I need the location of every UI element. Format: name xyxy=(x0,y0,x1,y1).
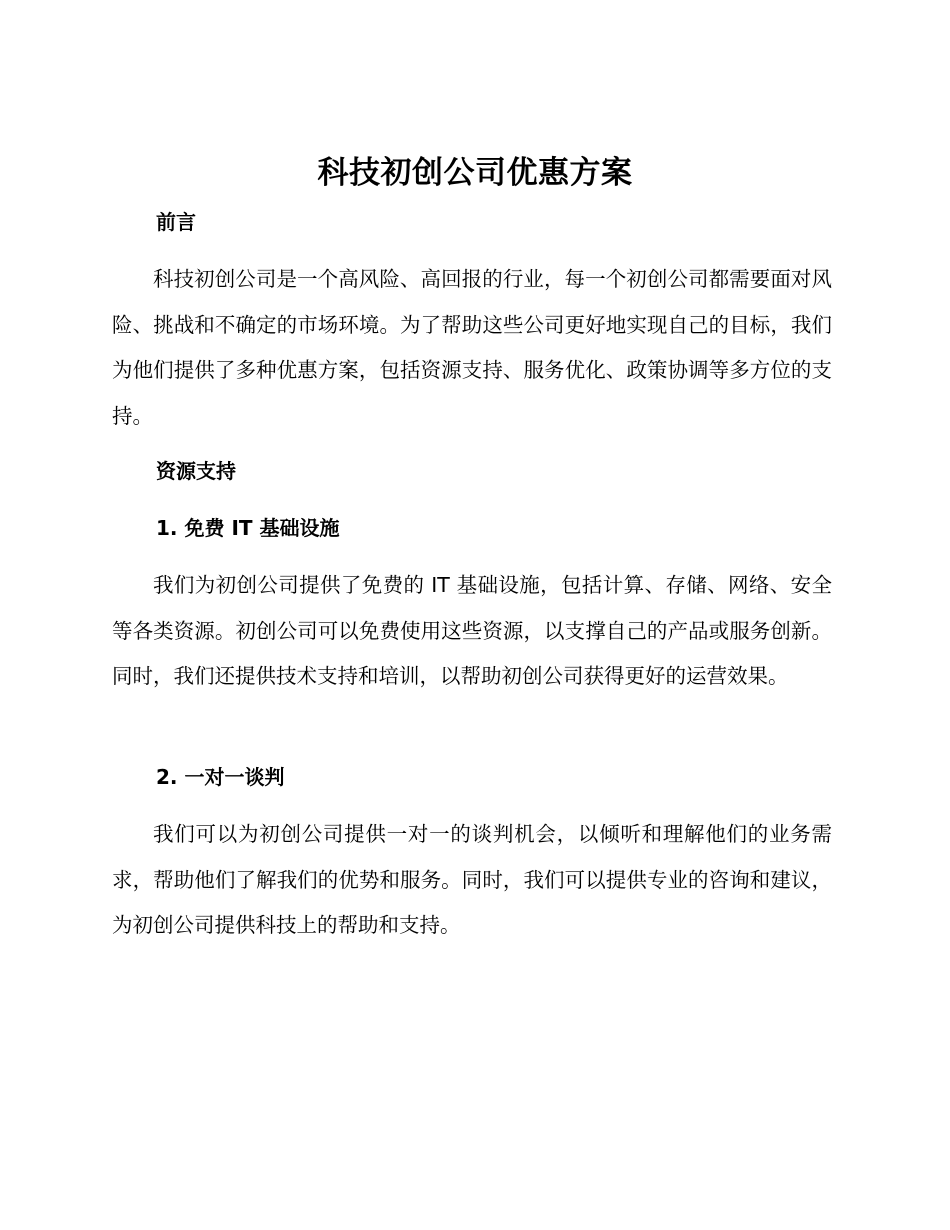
document-title: 科技初创公司优惠方案 xyxy=(317,155,633,191)
paragraph-free-it: 我们为初创公司提供了免费的 IT 基础设施，包括计算、存储、网络、安全等各类资源。初创公司可以免费使用这些资源，以支撑自己的产品或服务创新。同时，我们还提供技术支持和培训，以帮助初创公司获得更好的运营效果。 xyxy=(112,573,832,688)
paragraph-preface: 科技初创公司是一个高风险、高回报的行业，每一个初创公司都需要面对风险、挑战和不确定的市场环境。为了帮助这些公司更好地实现自己的目标，我们为他们提供了多种优惠方案，包括资源支持、服务优化、政策协调等多方位的支持。 xyxy=(112,267,832,428)
section-heading-one-on-one: 2. 一对一谈判 xyxy=(156,765,285,789)
section-heading-resource-support: 资源支持 xyxy=(156,459,236,483)
section-heading-preface: 前言 xyxy=(156,210,196,234)
section-heading-free-it: 1. 免费 IT 基础设施 xyxy=(156,516,340,540)
paragraph-one-on-one: 我们可以为初创公司提供一对一的谈判机会，以倾听和理解他们的业务需求，帮助他们了解我们的优势和服务。同时，我们可以提供专业的咨询和建议，为初创公司提供科技上的帮助和支持。 xyxy=(112,822,832,937)
